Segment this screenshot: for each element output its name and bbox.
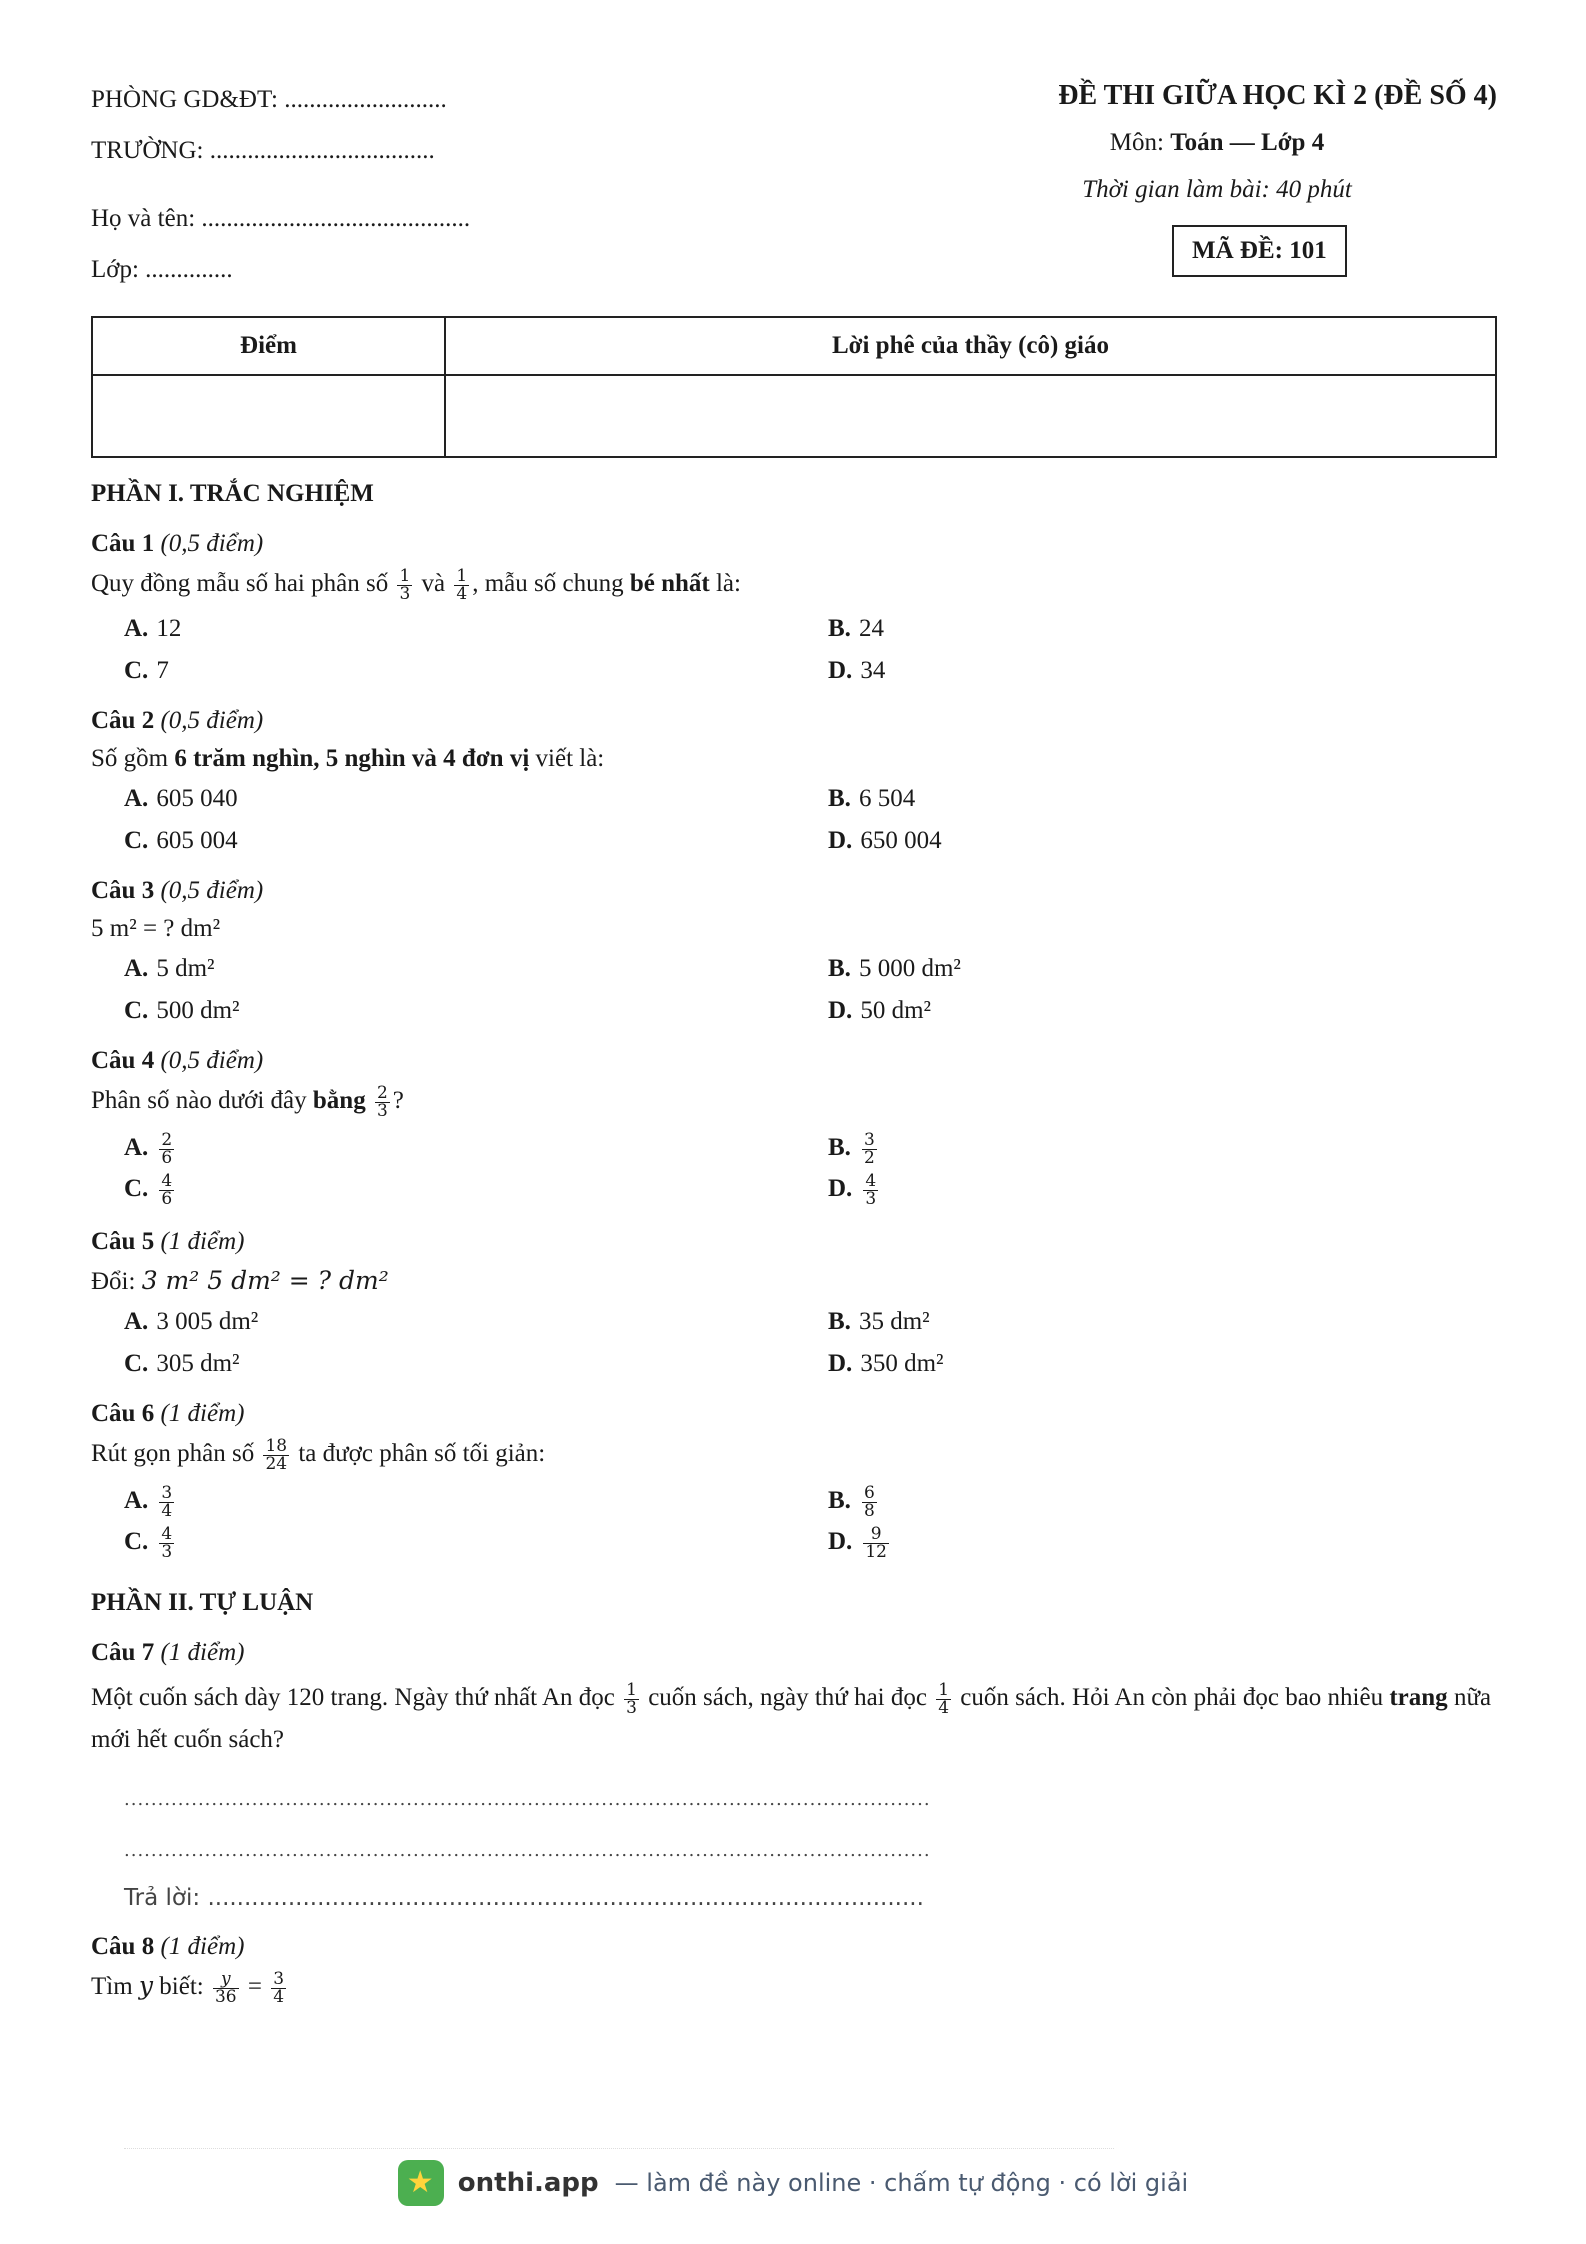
q3-options <box>124 955 1497 1025</box>
q7-title: Câu 7 (1 điểm) <box>91 1639 245 1666</box>
option-a[interactable]: A. $\frac{3}{4}$ <box>124 1483 173 1521</box>
q6-options <box>124 1485 1497 1561</box>
answer-line-2[interactable]: ........................................................................................................................ <box>124 1840 931 1861</box>
q4-title: Câu 4 (0,5 điểm) <box>91 1047 264 1074</box>
option-c[interactable]: C. $\frac{4}{3}$ <box>124 1524 173 1562</box>
q6-title: Câu 6 (1 điểm) <box>91 1400 245 1427</box>
option-d[interactable]: D. 50 dm² <box>828 997 932 1024</box>
score-header: Điểm <box>92 317 445 375</box>
option-a[interactable]: A. 605 040 <box>124 785 238 812</box>
exam-content <box>91 480 1497 2006</box>
q4-options <box>124 1132 1497 1208</box>
fraction: $\frac{2}{3}$ <box>376 1083 388 1121</box>
score-cell[interactable] <box>92 375 445 457</box>
exam-code: MÃ ĐỀ: 101 <box>1172 225 1347 277</box>
brand-name: onthi.app <box>457 2168 599 2198</box>
fraction: $\frac{1}{4}$ <box>938 1679 950 1718</box>
q8-text: Tìm y biết: $\frac{y}{36}$ = $\frac{3}{4}$ <box>91 1969 285 2007</box>
fraction: $\frac{y}{36}$ <box>214 1969 237 2007</box>
fraction: $\frac{18}{24}$ <box>265 1436 288 1474</box>
option-d[interactable]: D. 350 dm² <box>828 1350 944 1377</box>
subject-value: Toán — Lớp 4 <box>1170 129 1325 156</box>
q5-text: Đổi: 3 m² 5 dm² = ? dm² <box>91 1266 389 1295</box>
q8-title: Câu 8 (1 điểm) <box>91 1933 245 1960</box>
option-c[interactable]: C. 305 dm² <box>124 1350 240 1377</box>
q4-text: Phân số nào dưới đây bằng $\frac{2}{3}$ ? <box>91 1083 404 1121</box>
option-a[interactable]: A. 3 005 dm² <box>124 1308 259 1335</box>
truong-field: TRƯỜNG: .................................... <box>91 137 435 164</box>
fraction: $\frac{3}{4}$ <box>273 1969 285 2007</box>
q1-text: Quy đồng mẫu số hai phân số $\frac{1}{3}$ và $\frac{1}{4}$ , mẫu số chung bé nhất là: <box>91 566 741 604</box>
fraction: $\frac{1}{3}$ <box>626 1679 637 1718</box>
option-d[interactable]: D. $\frac{4}{3}$ <box>828 1171 877 1209</box>
faded-answer-line <box>124 2148 1114 2149</box>
q3-text: 5 m² = ? dm² <box>91 915 221 942</box>
q1-options <box>124 615 1497 685</box>
option-d[interactable]: D. 34 <box>828 657 886 684</box>
option-b[interactable]: B. 24 <box>828 615 884 642</box>
option-d[interactable]: D. 650 004 <box>828 827 942 854</box>
part2-heading: PHẦN II. TỰ LUẬN <box>91 1589 314 1616</box>
score-table <box>91 316 1497 458</box>
footer-tagline: — làm đề này online · chấm tự động · có lời giải <box>614 2169 1189 2197</box>
option-a[interactable]: A. $\frac{2}{6}$ <box>124 1130 173 1168</box>
fraction: $\frac{1}{3}$ <box>399 566 411 604</box>
q5-options <box>124 1308 1497 1378</box>
q6-text: Rút gọn phân số $\frac{18}{24}$ ta được phân số tối giản: <box>91 1436 546 1474</box>
q1-title: Câu 1 (0,5 điểm) <box>91 530 264 557</box>
q3-title: Câu 3 (0,5 điểm) <box>91 877 264 904</box>
subject-line <box>937 129 1497 157</box>
answer-line-1[interactable]: ........................................................................................................................ <box>124 1789 931 1810</box>
option-b[interactable]: B. $\frac{3}{2}$ <box>828 1130 875 1168</box>
q5-title: Câu 5 (1 điểm) <box>91 1228 245 1255</box>
comment-header: Lời phê của thầy (cô) giáo <box>445 317 1496 375</box>
option-a[interactable]: A. 5 dm² <box>124 955 215 982</box>
phong-field: PHÒNG GD&ĐT: .......................... <box>91 86 447 113</box>
option-b[interactable]: B. 35 dm² <box>828 1308 930 1335</box>
q2-options <box>124 785 1497 855</box>
fraction: $\frac{1}{4}$ <box>456 566 468 604</box>
part1-heading: PHẦN I. TRẮC NGHIỆM <box>91 480 374 507</box>
q2-text: Số gồm 6 trăm nghìn, 5 nghìn và 4 đơn vị viết là: <box>91 745 605 772</box>
option-c[interactable]: C. 7 <box>124 657 169 684</box>
duration: Thời gian làm bài: 40 phút <box>1082 176 1352 203</box>
class-field: Lớp: .............. <box>91 256 233 283</box>
option-b[interactable]: B. $\frac{6}{8}$ <box>828 1483 875 1521</box>
footer-banner[interactable] <box>0 2160 1586 2206</box>
exam-title: ĐỀ THI GIỮA HỌC KÌ 2 (ĐỀ SỐ 4) <box>1058 80 1497 111</box>
option-b[interactable]: B. 5 000 dm² <box>828 955 961 982</box>
option-c[interactable]: C. $\frac{4}{6}$ <box>124 1171 173 1209</box>
option-c[interactable]: C. 605 004 <box>124 827 238 854</box>
q2-title: Câu 2 (0,5 điểm) <box>91 707 264 734</box>
answer-field[interactable]: Trả lời: .................................................................................................. <box>124 1885 924 1911</box>
subject-label: Môn: <box>1109 129 1171 156</box>
star-logo-icon: ★ <box>398 2160 444 2206</box>
comment-cell[interactable] <box>445 375 1496 457</box>
option-a[interactable]: A. 12 <box>124 615 182 642</box>
option-d[interactable]: D. $\frac{9}{12}$ <box>828 1524 887 1562</box>
option-b[interactable]: B. 6 504 <box>828 785 916 812</box>
name-field: Họ và tên: ........................................... <box>91 205 471 232</box>
q7-text: Một cuốn sách dày 120 trang. Ngày thứ nhất An đọc $\frac{1}{3}$ cuốn sách, ngày thứ hai đọc $\frac{1}{4}$ cuốn sách. Hỏi An còn phải đọc bao nhiêu trang nữa mới hết cuốn sách? <box>91 1679 1492 1753</box>
option-c[interactable]: C. 500 dm² <box>124 997 240 1024</box>
